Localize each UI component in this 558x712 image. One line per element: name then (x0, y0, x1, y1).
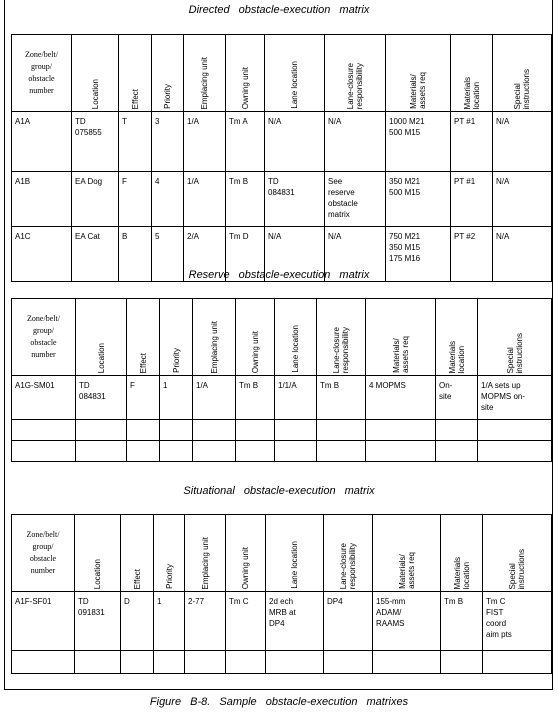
header-label: Materials/ assets req (397, 552, 416, 589)
cell-text: Tm B (229, 177, 249, 186)
cell-text: TD 084831 (79, 381, 106, 401)
header-label: Emplacing unit (200, 56, 209, 109)
header-priority (160, 299, 193, 376)
cell-special (483, 592, 552, 651)
cell-text: DP4 (327, 597, 343, 606)
table-row (12, 112, 552, 172)
header-zone (12, 515, 75, 592)
reserve-table (11, 298, 552, 462)
cell-text: F (122, 177, 127, 186)
header-mat-loc (441, 515, 483, 592)
header-label: Materials location (452, 556, 471, 589)
empty-cell (441, 651, 483, 674)
header-label: Effect (130, 88, 140, 109)
header-label: Lane-closure responsibility (346, 62, 364, 109)
cell-text: A1F-SF01 (15, 597, 52, 606)
header-label: Lane-closure responsibility (332, 326, 350, 373)
cell-text: TD 075855 (75, 117, 102, 137)
header-priority (152, 35, 184, 112)
cell-text: N/A (328, 117, 342, 126)
cell-text: Tm C FIST coord aim pts (486, 597, 512, 639)
empty-cell (366, 420, 436, 441)
header-label: Lane-closure responsibility (339, 542, 357, 589)
cell-text: TD 084831 (268, 177, 295, 197)
header-lane-loc (265, 35, 325, 112)
header-special (493, 35, 552, 112)
header-label: Priority (163, 84, 172, 109)
header-label: Emplacing unit (200, 536, 210, 589)
empty-cell (275, 441, 317, 462)
cell-text: 750 M21 350 M15 175 M16 (389, 232, 421, 263)
empty-cell (317, 441, 366, 462)
header-location (75, 515, 121, 592)
cell-mat-loc (451, 112, 493, 172)
cell-text: N/A (496, 177, 510, 186)
cell-text: Tm A (229, 117, 248, 126)
header-label: Materials/ assets req (391, 336, 410, 373)
cell-text: N/A (496, 117, 510, 126)
header-label: Owning unit (250, 330, 260, 373)
empty-cell (317, 420, 366, 441)
cell-text: 350 M21 500 M15 (389, 177, 421, 197)
cell-location (72, 112, 119, 172)
header-row (12, 299, 552, 376)
cell-text: 2/A (187, 232, 200, 241)
cell-text: 1000 M21 500 M15 (389, 117, 425, 137)
cell-text: A1B (15, 177, 31, 186)
cell-text: See reserve obstacle matrix (328, 177, 358, 219)
header-emplacing (193, 299, 236, 376)
cell-text: T (122, 117, 127, 126)
empty-cell (121, 651, 154, 674)
header-label: Priority (164, 564, 174, 589)
empty-cell (436, 441, 478, 462)
cell-special (493, 112, 552, 172)
cell-owning (226, 172, 265, 227)
directed-title: Directed obstacle-execution matrix (188, 4, 370, 16)
cell-priority (152, 112, 184, 172)
cell-lane-loc (275, 376, 317, 420)
cell-text: 1 (157, 597, 162, 606)
empty-cell (436, 420, 478, 441)
header-owning (226, 35, 265, 112)
header-lane-resp (324, 515, 373, 592)
cell-lane-resp (324, 592, 373, 651)
cell-priority (160, 376, 193, 420)
cell-lane-resp (325, 172, 386, 227)
empty-cell (76, 420, 127, 441)
empty-cell (226, 651, 266, 674)
cell-emplacing (193, 376, 236, 420)
cell-text: Tm C (229, 597, 249, 606)
header-row (12, 35, 552, 112)
empty-cell (75, 651, 121, 674)
situational-table (11, 514, 552, 674)
header-label: Owning unit (240, 66, 250, 109)
cell-lane-resp (317, 376, 366, 420)
cell-text: Tm B (444, 597, 464, 606)
cell-effect (119, 172, 152, 227)
cell-owning (226, 592, 266, 651)
cell-priority (154, 592, 185, 651)
cell-special (493, 172, 552, 227)
cell-text: EA Cat (75, 232, 100, 241)
header-label: Priority (171, 348, 181, 373)
empty-cell (236, 441, 275, 462)
cell-text: B (122, 232, 128, 241)
header-label: Location (90, 78, 100, 109)
header-label: Zone/belt/ group/ obstacle number (26, 530, 60, 575)
header-label: Lane location (290, 61, 299, 109)
cell-emplacing (185, 592, 226, 651)
empty-cell (193, 441, 236, 462)
cell-owning (236, 376, 275, 420)
header-label: Lane location (290, 541, 299, 589)
header-special (483, 515, 552, 592)
cell-priority (152, 172, 184, 227)
cell-text: 1/A (187, 177, 200, 186)
cell-materials (386, 172, 451, 227)
cell-text: 155-mm ADAM/ RAAMS (376, 597, 406, 628)
header-location (76, 299, 127, 376)
cell-lane-loc (265, 112, 325, 172)
cell-text: N/A (496, 232, 510, 241)
cell-text: 3 (155, 117, 160, 126)
cell-text: PT #1 (454, 177, 476, 186)
cell-location (76, 376, 127, 420)
header-materials (366, 299, 436, 376)
cell-text: 2d ech MRB at DP4 (269, 597, 296, 628)
cell-effect (121, 592, 154, 651)
cell-text: A1C (15, 232, 31, 241)
empty-cell (127, 420, 160, 441)
header-lane-resp (325, 35, 386, 112)
header-location (72, 35, 119, 112)
cell-owning (226, 112, 265, 172)
header-owning (226, 515, 266, 592)
cell-text: 2-77 (188, 597, 205, 606)
empty-cell (12, 651, 75, 674)
header-label: Owning unit (241, 546, 250, 589)
empty-row (12, 420, 552, 441)
header-mat-loc (451, 35, 493, 112)
empty-cell (160, 420, 193, 441)
cell-text: PT #2 (454, 232, 476, 241)
figure-caption: Figure B-8. Sample obstacle-execution matrixes (149, 696, 409, 708)
empty-cell (160, 441, 193, 462)
header-label: Location (93, 558, 102, 589)
cell-text: A1A (15, 117, 31, 126)
cell-text: 1/1/A (278, 381, 297, 390)
cell-zone (12, 592, 75, 651)
cell-effect (119, 112, 152, 172)
empty-row (12, 441, 552, 462)
cell-mat-loc (436, 376, 478, 420)
cell-text: 1/A (196, 381, 209, 390)
cell-text: N/A (268, 232, 282, 241)
cell-materials (366, 376, 436, 420)
empty-cell (185, 651, 226, 674)
cell-zone (12, 172, 72, 227)
header-emplacing (185, 515, 226, 592)
cell-emplacing (184, 172, 226, 227)
situational-title: Situational obstacle-execution matrix (183, 485, 375, 497)
cell-zone (12, 112, 72, 172)
header-special (478, 299, 552, 376)
empty-cell (483, 651, 552, 674)
cell-text: 1 (163, 381, 168, 390)
table-row (12, 376, 552, 420)
cell-text: EA Dog (75, 177, 103, 186)
empty-cell (127, 441, 160, 462)
cell-text: 1/A (187, 117, 200, 126)
empty-cell (193, 420, 236, 441)
empty-cell (236, 420, 275, 441)
empty-cell (154, 651, 185, 674)
header-effect (121, 515, 154, 592)
cell-location (75, 592, 121, 651)
header-label: Special instructions (508, 548, 526, 589)
cell-text: Tm D (229, 232, 249, 241)
cell-text: 5 (155, 232, 160, 241)
header-label: Zone/belt/ group/ obstacle number (27, 314, 60, 359)
directed-table (11, 34, 552, 282)
cell-text: N/A (328, 232, 342, 241)
cell-lane-resp (325, 112, 386, 172)
header-materials (373, 515, 441, 592)
header-label: Materials location (447, 340, 466, 373)
header-emplacing (184, 35, 226, 112)
empty-row (12, 651, 552, 674)
header-label: Zone/belt/ group/ obstacle number (25, 50, 58, 95)
cell-text: PT #1 (454, 117, 476, 126)
empty-cell (478, 420, 552, 441)
empty-cell (76, 441, 127, 462)
header-label: Effect (132, 568, 142, 589)
cell-lane-loc (265, 172, 325, 227)
cell-text: 4 MOPMS (369, 381, 406, 390)
cell-materials (373, 592, 441, 651)
cell-text: On- site (439, 381, 453, 401)
table-row (12, 592, 552, 651)
cell-text: TD 091831 (78, 597, 105, 617)
cell-text: Tm B (239, 381, 259, 390)
empty-cell (275, 420, 317, 441)
header-mat-loc (436, 299, 478, 376)
header-zone (12, 35, 72, 112)
header-label: Effect (138, 352, 148, 373)
cell-location (72, 172, 119, 227)
empty-cell (373, 651, 441, 674)
cell-emplacing (184, 112, 226, 172)
cell-text: Tm B (320, 381, 340, 390)
header-materials (386, 35, 451, 112)
header-label: Emplacing unit (209, 320, 219, 373)
header-effect (127, 299, 160, 376)
cell-effect (127, 376, 160, 420)
header-label: Materials/ assets req (409, 72, 427, 109)
empty-cell (12, 441, 76, 462)
empty-cell (324, 651, 373, 674)
header-row (12, 515, 552, 592)
header-label: Special instructions (505, 332, 524, 373)
empty-cell (12, 420, 76, 441)
header-effect (119, 35, 152, 112)
cell-text: 4 (155, 177, 160, 186)
cell-text: A1G-SM01 (15, 381, 55, 390)
cell-lane-loc (266, 592, 324, 651)
header-label: Materials location (462, 76, 481, 109)
header-label: Location (96, 342, 106, 373)
header-priority (154, 515, 185, 592)
cell-mat-loc (441, 592, 483, 651)
empty-cell (366, 441, 436, 462)
cell-zone (12, 376, 76, 420)
header-label: Lane location (291, 325, 300, 373)
header-lane-loc (275, 299, 317, 376)
reserve-title: Reserve obstacle-execution matrix (188, 269, 370, 281)
cell-materials (386, 112, 451, 172)
header-lane-loc (266, 515, 324, 592)
header-lane-resp (317, 299, 366, 376)
cell-text: F (130, 381, 135, 390)
cell-text: N/A (268, 117, 282, 126)
empty-cell (478, 441, 552, 462)
empty-cell (266, 651, 324, 674)
header-zone (12, 299, 76, 376)
header-owning (236, 299, 275, 376)
header-label: Special instructions (513, 68, 531, 109)
cell-mat-loc (451, 172, 493, 227)
cell-text: 1/A sets up MOPMS on- site (481, 381, 526, 412)
table-row (12, 172, 552, 227)
cell-special (478, 376, 552, 420)
cell-text: D (124, 597, 130, 606)
